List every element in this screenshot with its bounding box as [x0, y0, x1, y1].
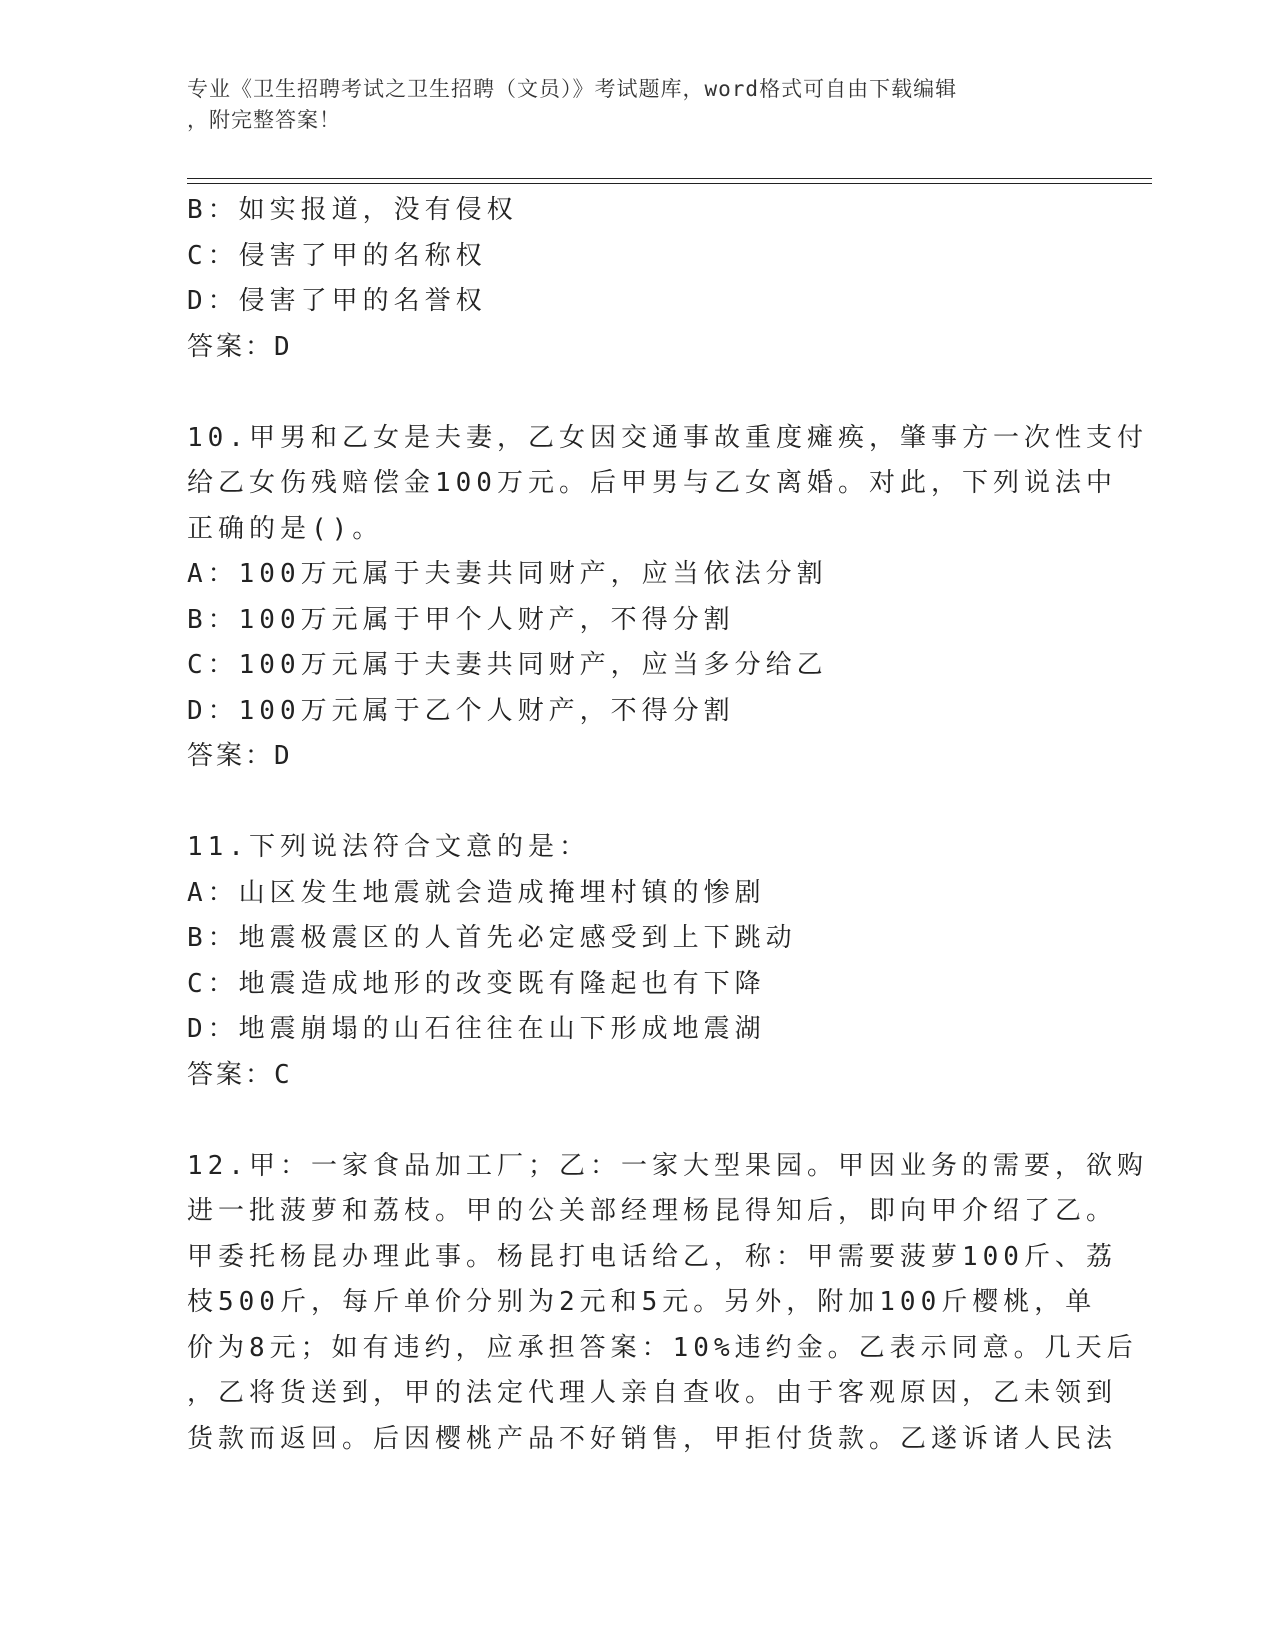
- question-12: [187, 1144, 1148, 1463]
- question-stem: 10.甲男和乙女是夫妻，乙女因交通事故重度瘫痪，肇事方一次性支付: [187, 422, 1148, 453]
- option-a: A：山区发生地震就会造成掩埋村镇的惨剧: [187, 877, 766, 908]
- spacer: [187, 370, 1087, 416]
- question-stem: 11.下列说法符合文意的是：: [187, 832, 590, 862]
- question-stem: 12.甲：一家食品加工厂；乙：一家大型果园。甲因业务的需要，欲购: [187, 1150, 1148, 1181]
- option-c: C：侵害了甲的名称权: [187, 240, 487, 271]
- option-b: B：100万元属于甲个人财产，不得分割: [187, 604, 735, 635]
- question-stem: 甲委托杨昆办理此事。杨昆打电话给乙，称：甲需要菠萝100斤、荔: [187, 1241, 1117, 1272]
- document-body: [187, 188, 1148, 1462]
- question-11: [187, 825, 1087, 1098]
- option-d: D：100万元属于乙个人财产，不得分割: [187, 695, 735, 726]
- option-b: B：地震极震区的人首先必定感受到上下跳动: [187, 923, 797, 953]
- header-line: ，附完整答案！: [187, 108, 341, 132]
- question-stem: 货款而返回。后因樱桃产品不好销售，甲拒付货款。乙遂诉诸人民法: [187, 1423, 1118, 1454]
- question-stem: 枝500斤，每斤单价分别为2元和5元。另外，附加100斤樱桃，单: [187, 1287, 1097, 1317]
- option-a: A：100万元属于夫妻共同财产，应当依法分割: [187, 559, 828, 589]
- option-b: B：如实报道，没有侵权: [187, 195, 518, 225]
- question-stem: 价为8元；如有违约，应承担答案：10%违约金。乙表示同意。几天后: [187, 1332, 1138, 1363]
- question-9: [187, 188, 1087, 370]
- header-rule-top: [187, 178, 1152, 179]
- question-stem: 进一批菠萝和荔枝。甲的公关部经理杨昆得知后，即向甲介绍了乙。: [187, 1196, 1118, 1226]
- answer: 答案：D: [187, 331, 293, 362]
- question-stem: ，乙将货送到，甲的法定代理人亲自查收。由于客观原因，乙未领到: [187, 1378, 1118, 1408]
- answer: 答案：C: [187, 1059, 293, 1090]
- question-stem: 正确的是()。: [187, 513, 384, 544]
- header-rule-bottom: [187, 183, 1152, 184]
- question-stem: 给乙女伤残赔偿金100万元。后甲男与乙女离婚。对此，下列说法中: [187, 468, 1117, 498]
- spacer: [187, 780, 1087, 826]
- option-c: C：100万元属于夫妻共同财产，应当多分给乙: [187, 650, 828, 680]
- header-line: 专业《卫生招聘考试之卫生招聘（文员）》考试题库，word格式可自由下载编辑: [187, 77, 958, 101]
- answer: 答案：D: [187, 741, 293, 771]
- option-c: C：地震造成地形的改变既有隆起也有下降: [187, 968, 766, 999]
- option-d: D：地震崩塌的山石往往在山下形成地震湖: [187, 1014, 766, 1044]
- spacer: [187, 1098, 1087, 1144]
- question-10: [187, 416, 1148, 780]
- option-d: D：侵害了甲的名誉权: [187, 286, 487, 316]
- document-header: [187, 74, 1067, 136]
